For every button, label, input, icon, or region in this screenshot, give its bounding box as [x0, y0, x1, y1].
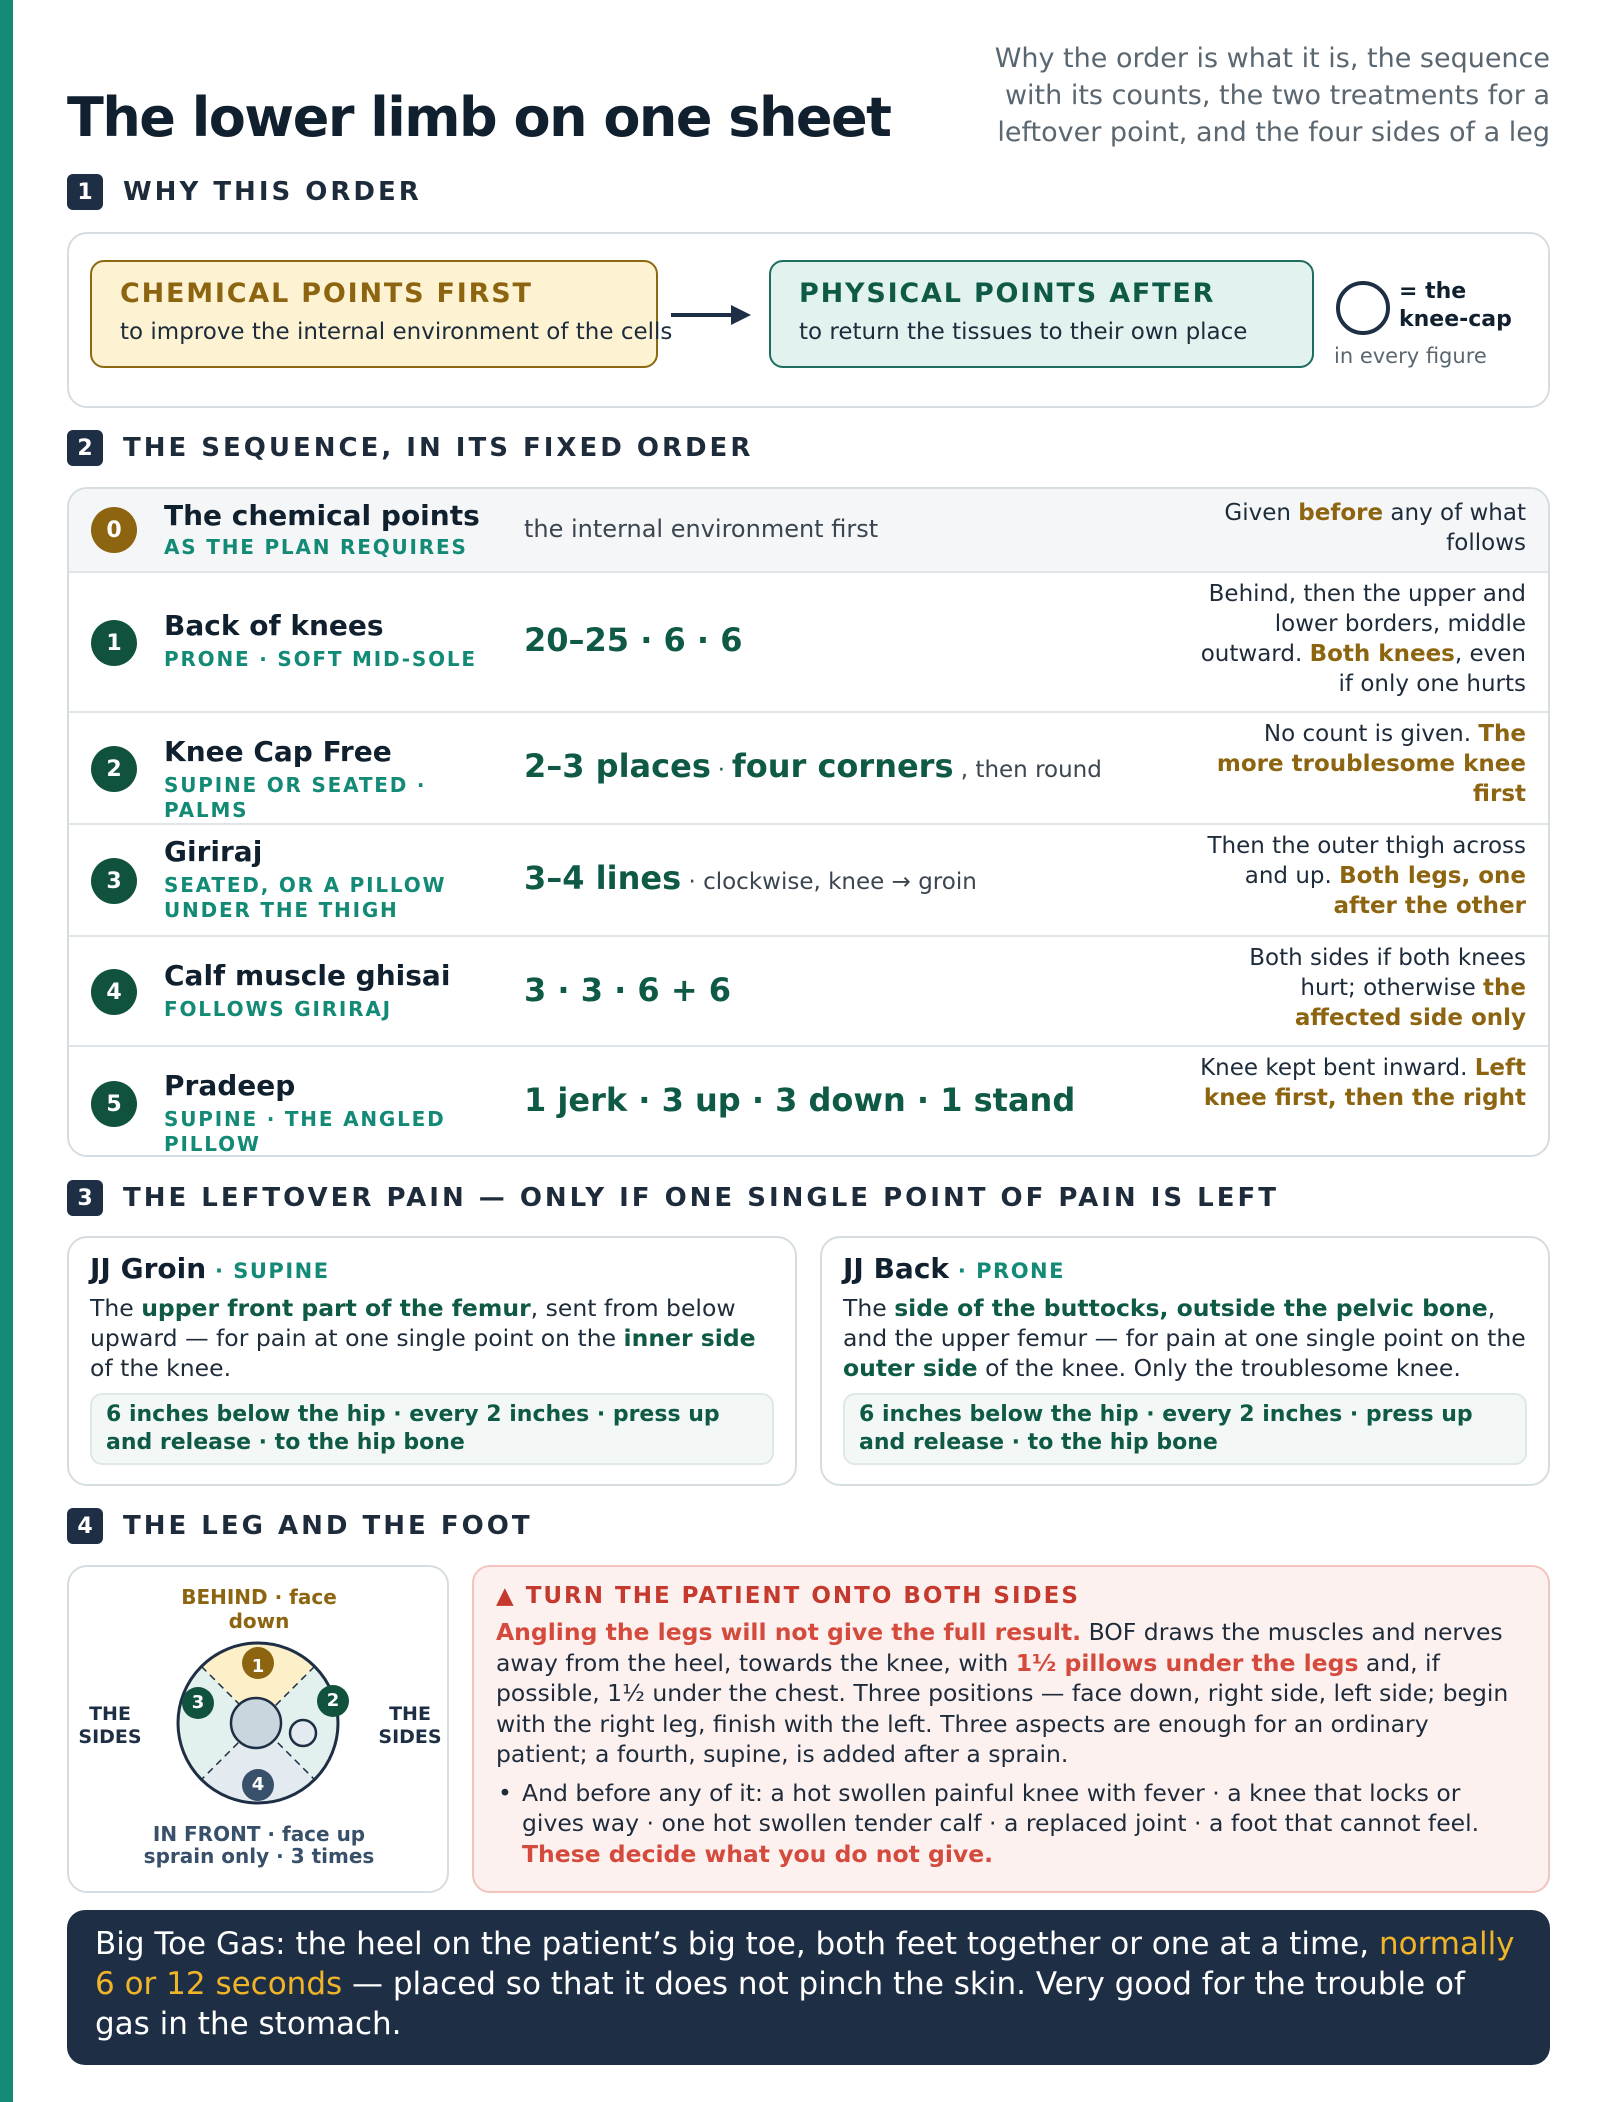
step-name: Knee Cap Free	[164, 735, 392, 768]
legend-note: in every figure	[1334, 344, 1487, 368]
knee-cap-legend	[1399, 278, 1512, 334]
step-note: Both sides if both knees hurt; otherwise the affected side only	[1249, 945, 1526, 1031]
jj-groin-card	[67, 1236, 797, 1486]
step-note: No count is given. The more troublesome knee first	[1216, 721, 1526, 807]
section-4-heading	[67, 1508, 533, 1544]
sequence-row	[69, 1045, 1548, 1155]
position-number-1: 1	[251, 1656, 265, 1677]
step-badge: 1	[91, 620, 137, 666]
section-1-heading	[67, 174, 422, 210]
jj-back-title: JJ Back · PRONE	[843, 1252, 1065, 1285]
physical-after-card	[769, 260, 1314, 368]
step-position: AS THE PLAN REQUIRES	[164, 535, 468, 559]
step-name: Pradeep	[164, 1069, 296, 1102]
jj-groin-description: The upper front part of the femur, sent from below upward — for pain at one single point on the inner side of the knee.	[90, 1294, 756, 1382]
position-number-4: 4	[251, 1774, 265, 1795]
right-sides-label: THE SIDES	[378, 1703, 442, 1748]
step-badge: 0	[91, 507, 137, 553]
sequence-row	[69, 489, 1548, 571]
step-badge: 4	[91, 969, 137, 1015]
section-number: 3	[67, 1180, 103, 1216]
arrow-right-icon	[669, 300, 753, 330]
section-number: 2	[67, 430, 103, 466]
jj-groin-instructions: 6 inches below the hip · every 2 inches · press up and release · to the hip bone	[90, 1393, 774, 1465]
behind-label: BEHIND · face down	[181, 1585, 337, 1633]
step-name: Back of knees	[164, 609, 384, 642]
step-note: Knee kept bent inward. Left knee first, then the right	[1200, 1055, 1526, 1111]
position-number-3: 3	[191, 1692, 205, 1713]
sequence-row	[69, 711, 1548, 823]
step-badge: 5	[91, 1081, 137, 1127]
position-number-2: 2	[326, 1690, 340, 1711]
warning-body: Angling the legs will not give the full result. BOF draws the muscles and nerves away from the heel, towards the knee, with 1½ pillows under the legs and, if possible, 1½ under the chest. Three positions — face down, right side, left side; begin with the right leg, finish with the left. Three aspects are enough for an ordinary patient; a fourth, supine, is added after a sprain.	[496, 1618, 1509, 1768]
legend-kneecap: knee-cap	[1399, 307, 1512, 332]
chemical-first-subtitle: to improve the internal environment of the cells	[120, 319, 673, 345]
step-position: SUPINE OR SEATED · PALMS	[164, 773, 427, 822]
contraindications-bullet: • And before any of it: a hot swollen painful knee with fever · a knee that locks or gives way · one hot swollen tender calf · a replaced joint · a foot that cannot feel. These decide what you do not give.	[496, 1778, 1526, 1870]
step-count: the internal environment first	[524, 515, 879, 543]
section-title: WHY THIS ORDER	[123, 177, 422, 207]
step-name: Giriraj	[164, 835, 263, 868]
step-count: 2–3 places · four corners , then round	[524, 747, 1102, 785]
section-2-heading	[67, 430, 753, 466]
section-3-heading	[67, 1180, 1279, 1216]
knee-cap-circle-icon	[1334, 279, 1392, 337]
sequence-row	[69, 571, 1548, 711]
section-title: THE LEFTOVER PAIN — ONLY IF ONE SINGLE POINT OF PAIN IS LEFT	[123, 1183, 1279, 1213]
in-front-label: IN FRONT · face up sprain only · 3 times	[143, 1822, 375, 1868]
section-title: THE LEG AND THE FOOT	[123, 1511, 533, 1541]
step-count: 20–25 · 6 · 6	[524, 621, 743, 659]
jj-back-card	[820, 1236, 1550, 1486]
section-number: 4	[67, 1508, 103, 1544]
order-panel	[67, 232, 1550, 408]
step-name: The chemical points	[164, 499, 480, 532]
legend-equals: = the	[1399, 279, 1467, 304]
physical-after-title: PHYSICAL POINTS AFTER	[799, 278, 1216, 309]
jj-groin-title: JJ Groin · SUPINE	[90, 1252, 330, 1285]
side-accent-stripe	[0, 0, 13, 2102]
left-sides-label: THE SIDES	[78, 1703, 142, 1748]
step-name: Calf muscle ghisai	[164, 959, 451, 992]
step-count: 1 jerk · 3 up · 3 down · 1 stand	[524, 1081, 1076, 1119]
step-position: PRONE · SOFT MID-SOLE	[164, 647, 477, 671]
warning-title: ▲ TURN THE PATIENT ONTO BOTH SIDES	[496, 1583, 1080, 1609]
step-note: Then the outer thigh across and up. Both legs, one after the other	[1207, 833, 1526, 919]
step-note: Given before any of what follows	[1224, 500, 1526, 556]
chemical-first-title: CHEMICAL POINTS FIRST	[120, 278, 533, 309]
chemical-first-card	[90, 260, 673, 368]
step-position: FOLLOWS GIRIRAJ	[164, 997, 392, 1021]
section-title: THE SEQUENCE, IN ITS FIXED ORDER	[123, 433, 754, 463]
sequence-row	[69, 935, 1548, 1045]
jj-back-description: The side of the buttocks, outside the pelvic bone, and the upper femur — for pain at one single point on the outer side of the knee. Only the troublesome knee.	[843, 1294, 1526, 1382]
step-badge: 3	[91, 858, 137, 904]
leg-sides-diagram	[67, 1565, 449, 1893]
step-count: 3–4 lines · clockwise, knee → groin	[524, 859, 977, 897]
jj-back-instructions: 6 inches below the hip · every 2 inches · press up and release · to the hip bone	[843, 1393, 1527, 1465]
step-badge: 2	[91, 746, 137, 792]
step-position: SEATED, OR A PILLOW UNDER THE THIGH	[164, 873, 447, 922]
step-count: 3 · 3 · 6 + 6	[524, 971, 732, 1009]
big-toe-gas-footer: Big Toe Gas: the heel on the patient’s big toe, both feet together or one at a time, normally 6 or 12 seconds — placed so that it does not pinch the skin. Very good for the trouble of gas in the stomach.	[67, 1910, 1550, 2065]
step-position: SUPINE · THE ANGLED PILLOW	[164, 1107, 446, 1156]
page-subtitle: Why the order is what it is, the sequence with its counts, the two treatments for a leftover point, and the four sides of a leg	[994, 43, 1550, 148]
page-title: The lower limb on one sheet	[67, 86, 891, 149]
sequence-row	[69, 823, 1548, 935]
sequence-table	[67, 487, 1550, 1157]
physical-after-subtitle: to return the tissues to their own place	[799, 319, 1248, 345]
both-sides-warning	[472, 1565, 1550, 1893]
section-number: 1	[67, 174, 103, 210]
step-note: Behind, then the upper and lower borders, middle outward. Both knees, even if only one hurts	[1200, 581, 1526, 697]
